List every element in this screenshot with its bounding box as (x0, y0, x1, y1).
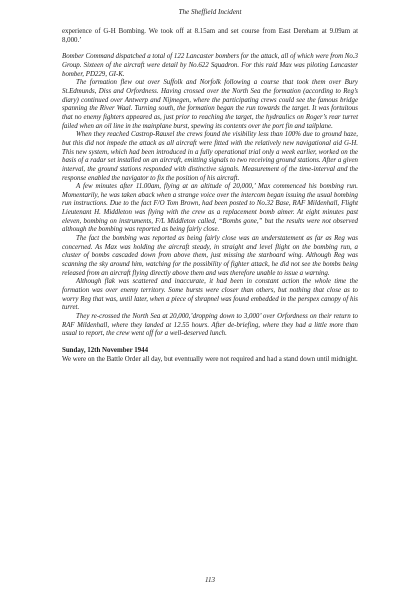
paragraph-gap (62, 45, 358, 53)
paragraph-flak: Although flak was scattered and inaccurate, it had been in constant action the whole time the formation was over enemy territory. Some bursts were closer than others, but nothing that close as to worry Reg that was, until later, when a piece of shrapnel was found embedded in the perspex canopy of his turret. (62, 278, 358, 312)
section-gap (62, 339, 358, 347)
page-number: 113 (205, 576, 215, 584)
body-text (62, 28, 358, 364)
paragraph-return: They re-crossed the North Sea at 20,000,’dropping down to 3,000’ over Orfordness on their return to RAF Mildenhall, where they landed at 12.55 hours. After de-briefing, where they had a little more than usual to report, the crew went off for a well-deserved lunch. (62, 313, 358, 338)
paragraph-formation: The formation flew out over Suffolk and Norfolk following a course that took them over Bury St.Edmunds, Diss and Orfordness. Having crossed over the North Sea the formation (according to Reg’s diary) continued over Antwerp and Nijmegen, where the participating crews could see the famous bridge spanning the River Waal. Turning south, the formation began the run towards the target. It was fortuitous that no enemy fighters appeared as, just prior to reaching the target, the hydraulics on Roger’s rear turret failed when an oil line in the mainplane burst, spewing its contents over the port fin and tailplane. (62, 79, 358, 130)
paragraph-continuation: experience of G-H Bombing. We took off at 8.15am and set course from East Dereham at 9.09am at 8,000.’ (62, 28, 358, 44)
paragraph-bombing-run: A few minutes after 11.00am, flying at an altitude of 20,000,’ Max commenced his bombing run. Momentarily, he was taken aback when a strange voice over the intercom began issuing the usual bombing run instructions. Due to the fact F/O Tom Brown, had been posted to No.32 Base, RAF Mildenhall, Flight Lieutenant H. Middleton was flying with the crew as a replacement bomb aimer. At eight minutes past eleven, bombing on instruments, F/L Middleton called, “Bombs gone,” but the results were not observed although the bombing was reported as being fairly close. (62, 183, 358, 234)
paragraph-bomber-command: Bomber Command dispatched a total of 122 Lancaster bombers for the attack, all of which were from No.3 Group. Sixteen of the aircraft were detail by No.622 Squadron. For this raid Max was piloting Lancaster bomber, PD229, GI-K. (62, 53, 358, 78)
section-paragraph: We were on the Battle Order all day, but eventually were not required and had a stand down until midnight. (62, 355, 358, 363)
running-header: The Sheffield Incident (178, 8, 242, 16)
paragraph-castrop-rauxel: When they reached Castrop-Rauxel the crews found the visibility less than 100% due to ground haze, but this did not impede the attack as all aircraft were fitted with the relatively new navigational aid G-H. This new system, which had been introduced in a fully operational trial only a week earlier, worked on the basis of a radar set installed on an aircraft, emitting signals to two receiving ground stations. After a given interval, the ground stations responded with distinctive signals. Measurement of the time-interval and the response enabled the navigator to fix the position of his aircraft. (62, 131, 358, 182)
paragraph-close-bombing: The fact the bombing was reported as being fairly close was an understatement as far as Reg was concerned. As Max was holding the aircraft steady, in straight and level flight on the bombing run, a cluster of bombs cascaded down from above them, just missing the starboard wing. Although Reg was scanning the sky around him, watching for the possibility of fighter attack, he did not see the bombs being released from an aircraft flying directly above them and was therefore unable to issue a warning. (62, 235, 358, 277)
section-heading: Sunday, 12th November 1944 (62, 346, 149, 354)
